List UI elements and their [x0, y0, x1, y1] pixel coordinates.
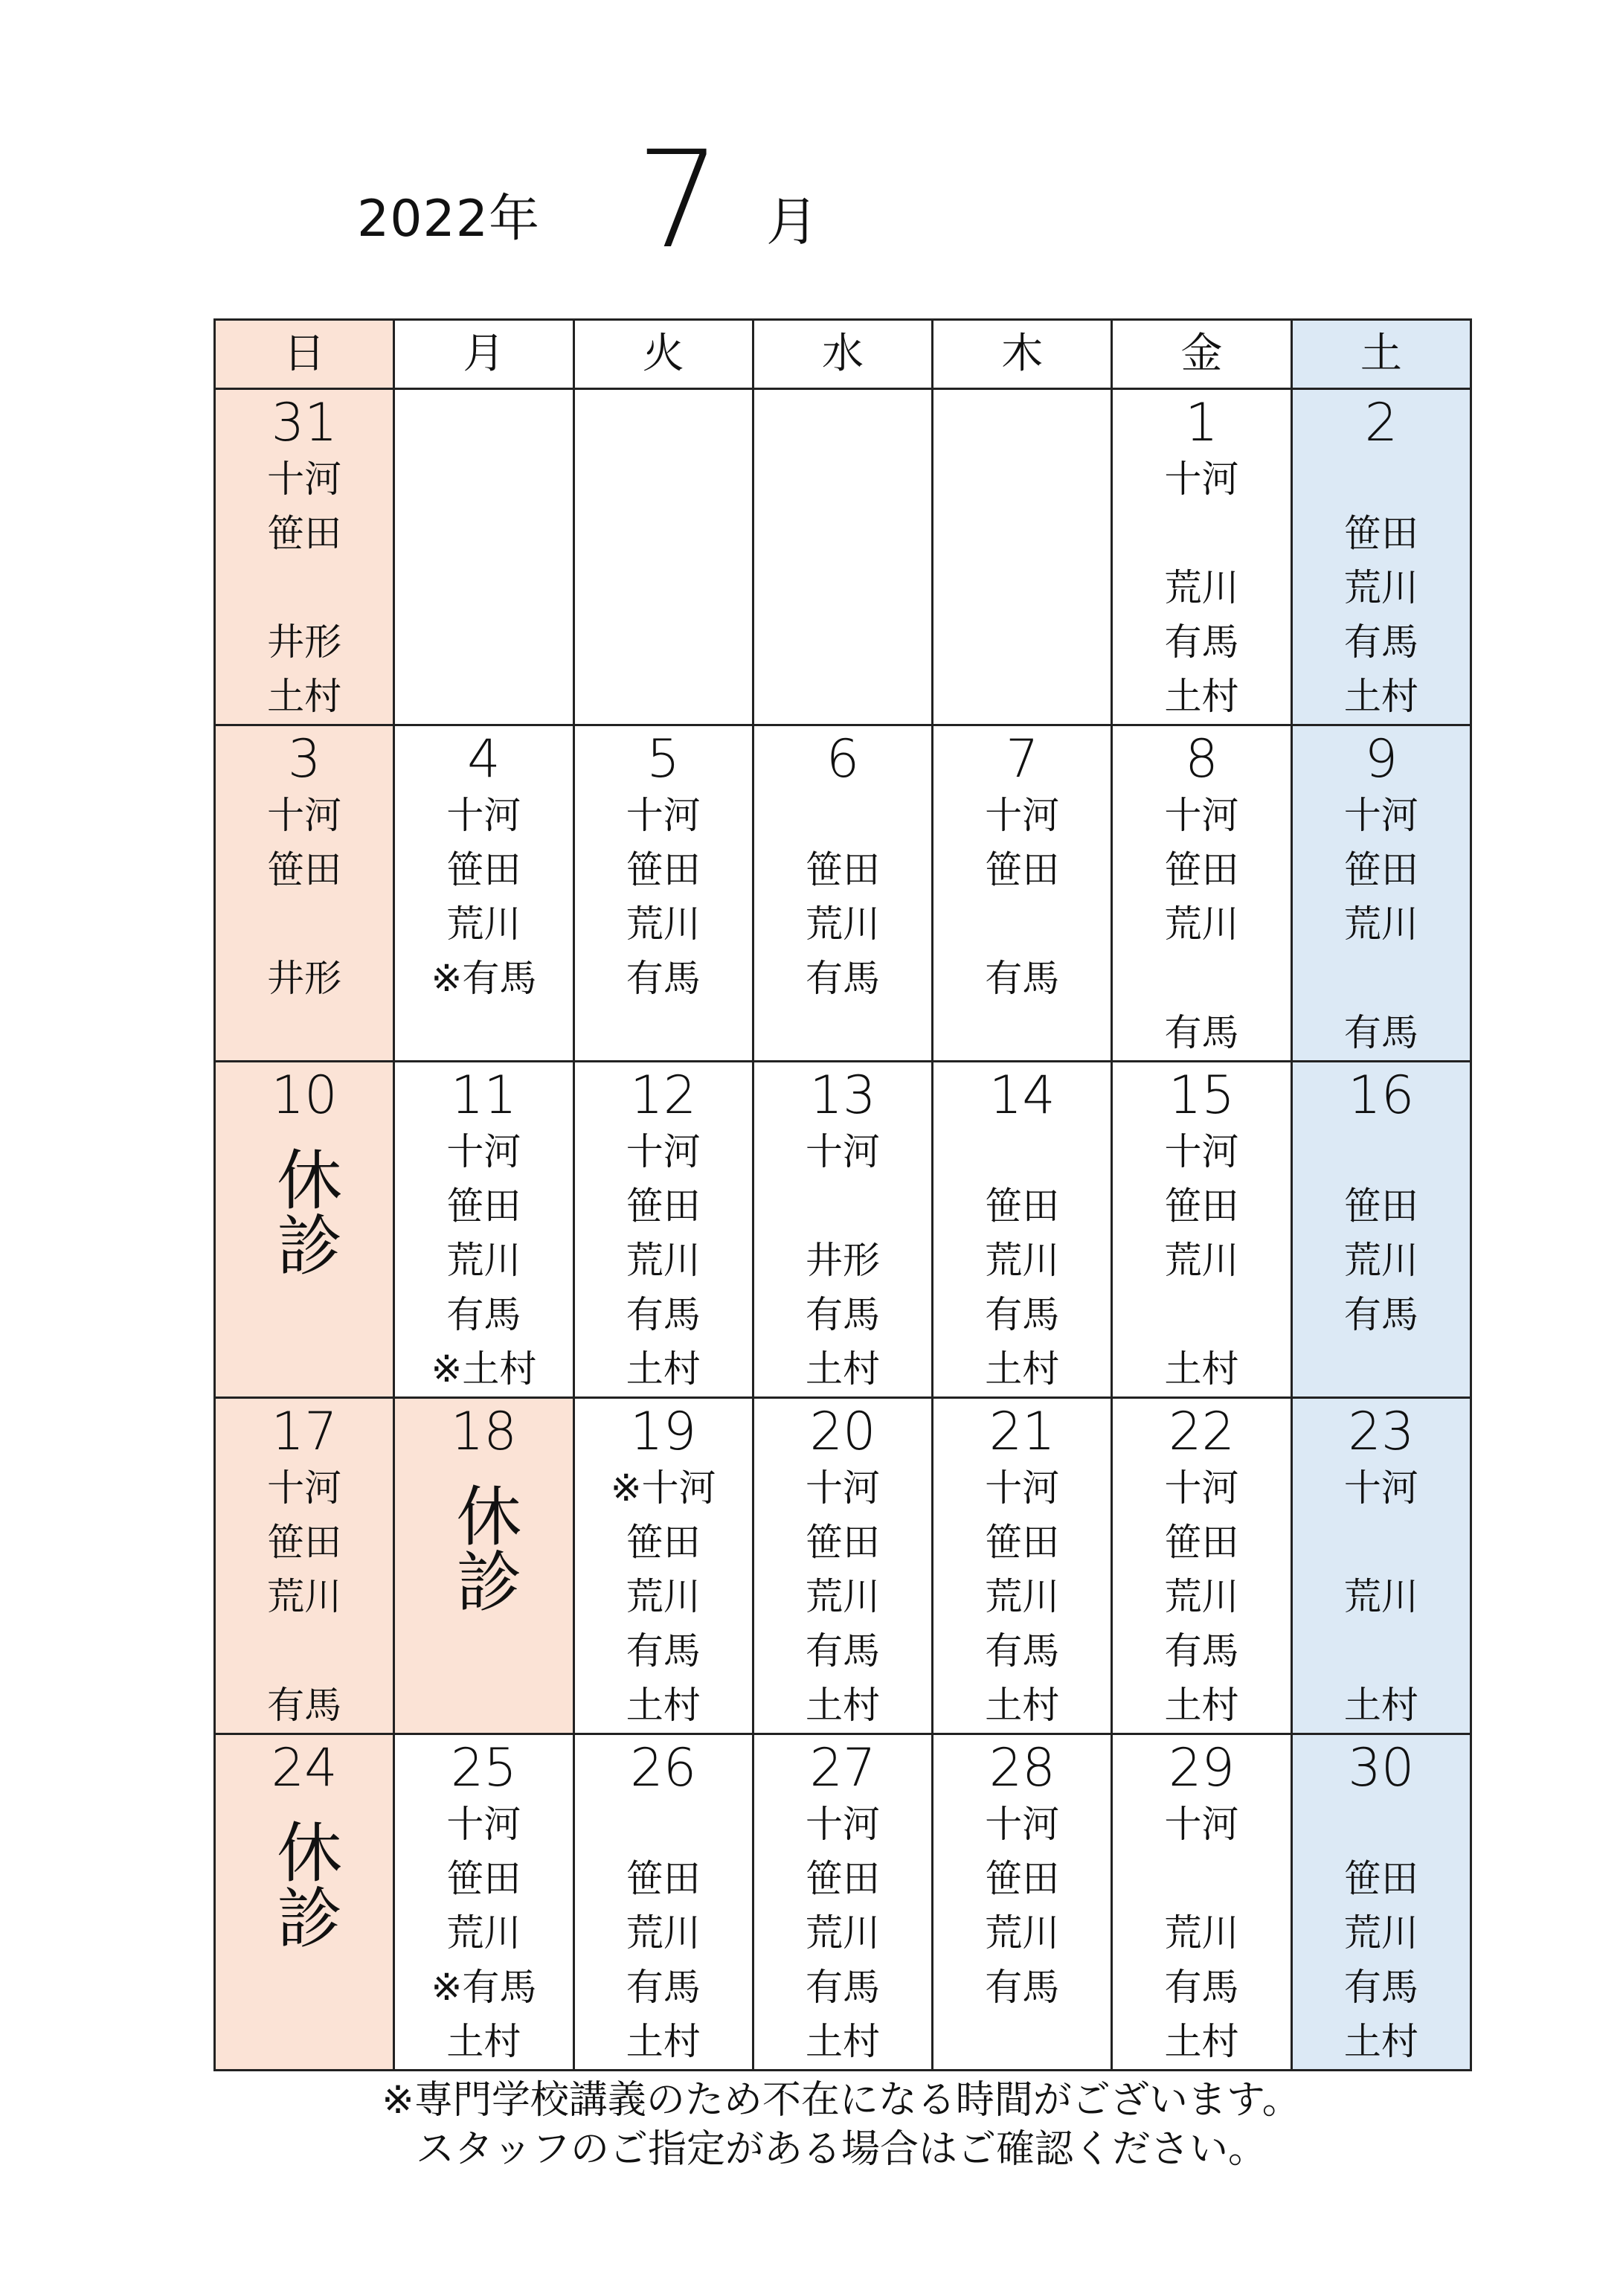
footer-note-line-1: ※専門学校講義のため不在になる時間がございます。 [382, 2078, 1301, 2123]
staff-name: 十河 [446, 794, 521, 837]
staff-name: 荒川 [1343, 566, 1418, 609]
staff-name [754, 1179, 931, 1234]
staff-name: 荒川 [805, 902, 880, 946]
staff-name: 有馬 [1164, 1011, 1239, 1054]
day-number: 6 [826, 728, 860, 789]
staff-name: 笹田 [1343, 1857, 1418, 1900]
staff-name [933, 1006, 1111, 1060]
staff-name: 十河 [267, 458, 342, 501]
day-number: 8 [1185, 728, 1218, 789]
staff-name: 笹田 [805, 848, 880, 891]
day-number: 11 [450, 1065, 517, 1126]
staff-name: 笹田 [985, 1184, 1060, 1228]
week-row [215, 1062, 1471, 1398]
staff-name: 荒川 [1343, 1239, 1418, 1282]
day-cell [933, 1398, 1112, 1734]
staff-name: 土村 [1164, 675, 1239, 718]
day-cell [394, 389, 573, 725]
staff-name [216, 897, 393, 952]
staff-name: 十河 [267, 1466, 342, 1510]
staff-name [1293, 1125, 1470, 1179]
day-cell [753, 389, 932, 725]
staff-name: 十河 [626, 794, 701, 837]
staff-name: 有馬 [805, 1966, 880, 2009]
day-cell [215, 725, 394, 1062]
day-cell [933, 725, 1112, 1062]
day-number: 24 [271, 1737, 338, 1798]
footer-note-line-2: スタッフのご指定がある場合はご確認ください。 [415, 2127, 1267, 2172]
staff-name: 笹田 [1343, 1184, 1418, 1228]
staff-name [1293, 1342, 1470, 1396]
day-number: 29 [1169, 1737, 1235, 1798]
staff-name: 有馬 [626, 957, 701, 1000]
staff-name: ※有馬 [431, 957, 537, 1000]
staff-name [754, 1006, 931, 1060]
calendar-body [215, 389, 1471, 2071]
footer-note [0, 2076, 1623, 2174]
day-number: 19 [630, 1401, 697, 1462]
staff-name [1293, 952, 1470, 1006]
day-cell [215, 1398, 394, 1734]
staff-name: 荒川 [626, 1911, 701, 1955]
staff-name: 十河 [626, 1130, 701, 1173]
staff-name: 笹田 [1164, 1184, 1239, 1228]
staff-name: 有馬 [805, 957, 880, 1000]
staff-name: 荒川 [626, 902, 701, 946]
staff-name [1293, 1624, 1470, 1678]
staff-name: 荒川 [1164, 902, 1239, 946]
day-cell [573, 725, 753, 1062]
staff-name: 有馬 [1343, 1966, 1418, 2009]
staff-name: 有馬 [805, 1629, 880, 1673]
staff-name [933, 2015, 1111, 2069]
week-row [215, 389, 1471, 725]
staff-name: ※土村 [431, 1347, 537, 1391]
day-number: 1 [1185, 392, 1218, 453]
closed-label: 休診 [446, 1482, 523, 1613]
day-number: 31 [271, 392, 338, 453]
day-number: 18 [450, 1401, 517, 1462]
staff-name: 有馬 [1164, 1629, 1239, 1673]
day-number: 17 [271, 1401, 338, 1462]
staff-name: 十河 [1343, 1466, 1418, 1510]
day-number: 20 [809, 1401, 876, 1462]
staff-name: 十河 [1164, 1466, 1239, 1510]
day-cell [1112, 1734, 1291, 2071]
staff-name: 有馬 [626, 1629, 701, 1673]
staff-name: ※有馬 [431, 1966, 537, 2009]
day-cell [1291, 1734, 1471, 2071]
day-number: 12 [630, 1065, 697, 1126]
staff-name: ※十河 [610, 1466, 716, 1510]
staff-name [1293, 1516, 1470, 1570]
staff-name: 有馬 [985, 1966, 1060, 2009]
day-number: 26 [630, 1737, 697, 1798]
staff-name: 有馬 [1343, 1011, 1418, 1054]
day-cell [1112, 1062, 1291, 1398]
staff-name: 十河 [805, 1803, 880, 1846]
staff-name: 土村 [805, 1347, 880, 1391]
staff-name [1113, 1852, 1290, 1906]
staff-name: 荒川 [805, 1911, 880, 1955]
staff-name: 井形 [267, 957, 342, 1000]
day-cell [394, 1062, 573, 1398]
weekday-header: 木 [933, 320, 1112, 389]
staff-name [933, 1125, 1111, 1179]
staff-name [933, 897, 1111, 952]
staff-name: 土村 [805, 1684, 880, 1727]
day-cell [573, 1062, 753, 1398]
day-number: 5 [646, 728, 680, 789]
day-cell [933, 1734, 1112, 2071]
weekday-header: 火 [573, 320, 753, 389]
closed-label: 休診 [266, 1146, 344, 1277]
staff-name: 土村 [985, 1684, 1060, 1727]
day-number: 14 [989, 1065, 1055, 1126]
staff-name: 有馬 [626, 1293, 701, 1336]
day-cell [933, 389, 1112, 725]
day-cell [573, 1734, 753, 2071]
staff-name: 土村 [1164, 1347, 1239, 1391]
day-cell [1291, 725, 1471, 1062]
staff-name: 荒川 [446, 1239, 521, 1282]
day-number: 16 [1348, 1065, 1415, 1126]
staff-name: 土村 [626, 1347, 701, 1391]
staff-name: 土村 [805, 2020, 880, 2063]
staff-name: 井形 [267, 621, 342, 664]
staff-name: 荒川 [626, 1575, 701, 1618]
staff-name [1113, 1288, 1290, 1342]
day-number: 22 [1169, 1401, 1235, 1462]
staff-name: 笹田 [267, 848, 342, 891]
week-row [215, 725, 1471, 1062]
day-cell [1112, 725, 1291, 1062]
month-suffix: 月 [766, 191, 818, 252]
staff-name: 笹田 [267, 1521, 342, 1564]
staff-name: 笹田 [626, 1857, 701, 1900]
staff-name: 土村 [267, 675, 342, 718]
staff-name: 土村 [1164, 1684, 1239, 1727]
weekday-header-row [215, 320, 1471, 389]
staff-name: 十河 [1343, 794, 1418, 837]
day-cell [753, 1734, 932, 2071]
day-number: 15 [1169, 1065, 1235, 1126]
day-number: 3 [287, 728, 321, 789]
weekday-header: 日 [215, 320, 394, 389]
month-number: 7 [636, 123, 721, 278]
staff-name: 井形 [805, 1239, 880, 1282]
staff-name [754, 789, 931, 843]
day-number: 2 [1364, 392, 1398, 453]
staff-name: 有馬 [985, 1293, 1060, 1336]
day-cell [573, 389, 753, 725]
staff-name: 笹田 [626, 848, 701, 891]
weekday-header: 水 [753, 320, 932, 389]
staff-name: 十河 [805, 1466, 880, 1510]
day-cell [215, 1062, 394, 1398]
staff-name: 笹田 [626, 1184, 701, 1228]
staff-name: 笹田 [985, 848, 1060, 891]
staff-name [1113, 507, 1290, 561]
staff-name [216, 1624, 393, 1678]
day-cell [753, 1062, 932, 1398]
staff-name [216, 1006, 393, 1060]
staff-name: 十河 [446, 1803, 521, 1846]
staff-name: 荒川 [1343, 902, 1418, 946]
calendar-grid [213, 318, 1472, 2071]
day-number: 10 [271, 1065, 338, 1126]
day-number: 30 [1348, 1737, 1415, 1798]
staff-name: 笹田 [1343, 512, 1418, 555]
staff-name [395, 1006, 572, 1060]
staff-name: 笹田 [1164, 848, 1239, 891]
staff-name: 土村 [626, 1684, 701, 1727]
staff-name: 荒川 [985, 1575, 1060, 1618]
staff-name [216, 561, 393, 615]
staff-name: 十河 [1164, 1130, 1239, 1173]
day-cell [1291, 1398, 1471, 1734]
staff-name [1293, 1798, 1470, 1852]
staff-name: 有馬 [985, 1629, 1060, 1673]
day-cell [1112, 389, 1291, 725]
staff-name: 土村 [626, 2020, 701, 2063]
closed-label: 休診 [266, 1818, 344, 1949]
staff-name: 荒川 [1343, 1575, 1418, 1618]
staff-name: 荒川 [985, 1911, 1060, 1955]
staff-name: 荒川 [1164, 1911, 1239, 1955]
staff-name: 荒川 [1164, 566, 1239, 609]
staff-name: 荒川 [1343, 1911, 1418, 1955]
weekday-header: 金 [1112, 320, 1291, 389]
staff-name: 有馬 [626, 1966, 701, 2009]
staff-name: 有馬 [985, 957, 1060, 1000]
staff-name: 荒川 [1164, 1575, 1239, 1618]
staff-name: 荒川 [626, 1239, 701, 1282]
staff-name: 笹田 [267, 512, 342, 555]
staff-name: 土村 [1343, 675, 1418, 718]
staff-name: 土村 [985, 1347, 1060, 1391]
day-number: 4 [467, 728, 501, 789]
staff-name: 笹田 [446, 1184, 521, 1228]
day-cell [573, 1398, 753, 1734]
staff-name: 笹田 [805, 1521, 880, 1564]
day-cell [215, 389, 394, 725]
weekday-header: 土 [1291, 320, 1471, 389]
day-number: 25 [450, 1737, 517, 1798]
day-cell [394, 1398, 573, 1734]
staff-name: 十河 [267, 794, 342, 837]
staff-name: 有馬 [1343, 621, 1418, 664]
day-number: 28 [989, 1737, 1055, 1798]
staff-name: 荒川 [446, 1911, 521, 1955]
day-cell [753, 1398, 932, 1734]
staff-name: 笹田 [805, 1857, 880, 1900]
staff-name: 十河 [1164, 794, 1239, 837]
staff-name: 十河 [1164, 458, 1239, 501]
staff-name [1113, 952, 1290, 1006]
staff-name: 有馬 [1164, 1966, 1239, 2009]
day-number: 13 [809, 1065, 876, 1126]
day-cell [753, 725, 932, 1062]
staff-name: 荒川 [446, 902, 521, 946]
staff-name [575, 1798, 752, 1852]
day-number: 9 [1364, 728, 1398, 789]
day-number: 27 [809, 1737, 876, 1798]
staff-name: 十河 [446, 1130, 521, 1173]
day-cell [933, 1062, 1112, 1398]
day-cell [1291, 1062, 1471, 1398]
staff-name: 荒川 [985, 1239, 1060, 1282]
staff-name: 土村 [446, 2020, 521, 2063]
day-cell [1112, 1398, 1291, 1734]
staff-name: 土村 [1164, 2020, 1239, 2063]
staff-name: 十河 [985, 1466, 1060, 1510]
week-row [215, 1734, 1471, 2071]
day-number: 23 [1348, 1401, 1415, 1462]
staff-name: 有馬 [1164, 621, 1239, 664]
weekday-header: 月 [394, 320, 573, 389]
day-number: 21 [989, 1401, 1055, 1462]
staff-name: 土村 [1343, 2020, 1418, 2063]
staff-name: 土村 [1343, 1684, 1418, 1727]
staff-name: 有馬 [267, 1684, 342, 1727]
staff-name [575, 1006, 752, 1060]
staff-name: 笹田 [626, 1521, 701, 1564]
week-row [215, 1398, 1471, 1734]
staff-name: 笹田 [1164, 1521, 1239, 1564]
staff-name: 十河 [985, 794, 1060, 837]
day-number: 7 [1005, 728, 1039, 789]
staff-name: 有馬 [1343, 1293, 1418, 1336]
staff-name: 荒川 [1164, 1239, 1239, 1282]
staff-name: 十河 [985, 1803, 1060, 1846]
staff-name: 十河 [805, 1130, 880, 1173]
staff-name: 笹田 [446, 848, 521, 891]
staff-name: 荒川 [267, 1575, 342, 1618]
day-cell [394, 1734, 573, 2071]
day-cell [215, 1734, 394, 2071]
staff-name: 有馬 [446, 1293, 521, 1336]
staff-name: 笹田 [1343, 848, 1418, 891]
calendar-header [0, 123, 1623, 283]
staff-name: 荒川 [805, 1575, 880, 1618]
day-cell [1291, 389, 1471, 725]
staff-name: 笹田 [985, 1857, 1060, 1900]
day-cell [394, 725, 573, 1062]
staff-name [1293, 452, 1470, 507]
staff-name: 笹田 [985, 1521, 1060, 1564]
staff-name: 笹田 [446, 1857, 521, 1900]
year-label: 2022年 [357, 190, 541, 248]
staff-name: 十河 [1164, 1803, 1239, 1846]
staff-name: 有馬 [805, 1293, 880, 1336]
